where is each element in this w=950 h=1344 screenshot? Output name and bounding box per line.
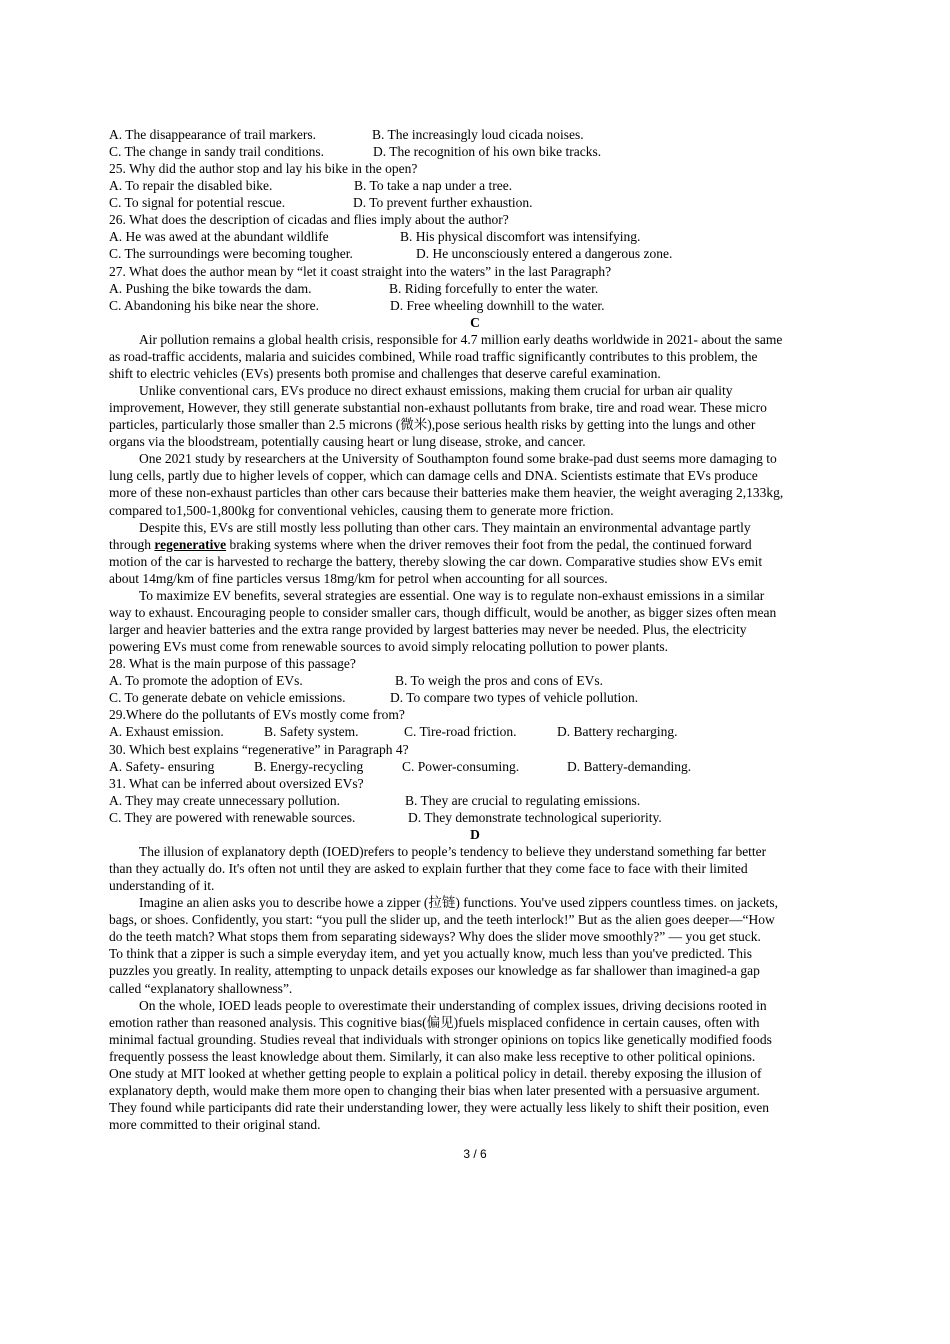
line-text: 25. Why did the author stop and lay his bike in the open?	[109, 161, 418, 177]
line-text: improvement, However, they still generate substantial non-exhaust pollutants from brake, tire and road wear. These micro	[109, 400, 767, 416]
answer-option: C. To signal for potential rescue.	[109, 195, 286, 211]
passage-line	[109, 433, 586, 450]
passage-line	[109, 911, 775, 928]
passage-line	[139, 519, 751, 536]
answer-option: A. Exhaust emission.	[109, 724, 224, 740]
line-text: Despite this, EVs are still mostly less polluting than other cars. They maintain an environmental advantage partly	[139, 519, 751, 535]
answer-option: A. To repair the disabled bike.	[109, 178, 273, 194]
answer-option: A. The disappearance of trail markers.	[109, 127, 317, 142]
passage-line	[109, 945, 752, 962]
passage-line	[139, 997, 767, 1014]
answer-option: B. Energy-recycling	[254, 758, 364, 774]
line-text: called “explanatory shallowness”.	[109, 980, 293, 996]
answer-option: C. Power-consuming.	[402, 758, 520, 774]
line-text: particles, particularly those smaller than 2.5 microns (微米),pose serious health risks by getting into the lungs and other	[109, 417, 756, 433]
answer-option: D. Battery recharging.	[557, 724, 678, 740]
line-text: than they actually do. It's often not until they are asked to explain further that they come face to face with their limited	[109, 861, 748, 876]
text-segment: through	[109, 536, 155, 552]
passage-line	[109, 877, 214, 894]
passage-line	[109, 638, 668, 655]
passage-line	[109, 980, 292, 997]
answer-option: A. Pushing the bike towards the dam.	[109, 280, 312, 296]
underlined-term-regenerative: regenerative	[154, 536, 227, 552]
answer-option: B. The increasingly loud cicada noises.	[372, 127, 584, 142]
text-with-underlined-term	[109, 536, 752, 553]
question-text	[109, 160, 417, 177]
answer-option: C. The surroundings were becoming tougher.	[109, 246, 353, 262]
line-text: On the whole, IOED leads people to overestimate their understanding of complex issues, driving decisions rooted in	[139, 997, 767, 1013]
passage-line	[109, 621, 747, 638]
answer-option: C. Abandoning his bike near the shore.	[109, 297, 319, 313]
passage-line	[139, 450, 777, 467]
question-text	[109, 211, 509, 228]
passage-line	[139, 331, 782, 348]
passage-line	[109, 399, 767, 416]
line-text: One 2021 study by researchers at the University of Southampton found some brake-pad dust seems more damaging to	[139, 451, 777, 467]
answer-option: A. To promote the adoption of EVs.	[109, 673, 303, 689]
line-text: motion of the car is harvested to recharge the battery, thereby slowing the car down. Comparative studies show EVs emit	[109, 553, 763, 569]
line-text: larger and heavier batteries and the extra range provided by largest batteries may never be needed. Plus, the electricity	[109, 622, 747, 638]
line-text: understanding of it.	[109, 878, 215, 894]
line-text: powering EVs must come from renewable sources to avoid simply relocating pollution to power plants.	[109, 639, 669, 655]
line-text: To maximize EV benefits, several strategies are essential. One way is to regulate non-exhaust emissions in a similar	[139, 587, 765, 603]
line-text: Unlike conventional cars, EVs produce no direct exhaust emissions, making them crucial for urban air quality	[139, 383, 733, 399]
line-text: 27. What does the author mean by “let it coast straight into the waters” in the last Paragraph?	[109, 263, 612, 279]
passage-line	[109, 1014, 760, 1031]
line-text: frequently possess the least knowledge about them. Similarly, it can also make less receptive to other political opinions.	[109, 1048, 756, 1064]
answer-option: B. To weigh the pros and cons of EVs.	[395, 673, 604, 689]
line-text: To think that a zipper is such a simple everyday item, and yet you actually know, much less than you've predicted. This	[109, 946, 752, 962]
answer-option: D. To compare two types of vehicle pollution.	[390, 690, 639, 706]
passage-line	[109, 536, 752, 553]
answer-option: B. Riding forcefully to enter the water.	[389, 280, 599, 296]
passage-line	[109, 1031, 772, 1048]
passage-line	[109, 604, 776, 621]
answer-option: D. Free wheeling downhill to the water.	[390, 297, 605, 313]
line-text: more of these non-exhaust particles than other cars because their batteries make them heavier, the weight averaging 2,133kg,	[109, 485, 784, 501]
question-text	[109, 655, 356, 672]
line-text: compared to1,500-1,800kg for conventional vehicles, causing them to generate more friction.	[109, 502, 614, 518]
answer-option: B. Safety system.	[264, 724, 359, 740]
line-text: lung cells, partly due to higher levels of copper, which can damage cells and DNA. Scientists estimate that EVs produce	[109, 468, 758, 484]
answer-option: C. The change in sandy trail conditions.	[109, 144, 324, 160]
line-text: 29.Where do the pollutants of EVs mostly come from?	[109, 707, 405, 723]
answer-option: B. To take a nap under a tree.	[354, 178, 513, 194]
line-text: Imagine an alien asks you to describe howe a zipper (拉链) functions. You've used zippers countless times. on jackets,	[139, 895, 779, 911]
passage-line	[109, 1082, 760, 1099]
answer-option: B. His physical discomfort was intensifying.	[400, 229, 641, 245]
passage-line	[109, 365, 661, 382]
passage-line	[109, 416, 755, 433]
answer-option: D. To prevent further exhaustion.	[353, 195, 533, 211]
question-text	[109, 741, 409, 758]
page-number: 3 / 6	[463, 1147, 487, 1161]
section-heading: C	[470, 314, 480, 330]
question-text	[109, 775, 364, 792]
line-text: about 14mg/km of fine particles versus 18mg/km for petrol when accounting for all sources.	[109, 570, 608, 586]
line-text: bags, or shoes. Confidently, you start: “you pull the slider up, and the teeth interlock!” But as the alien goes deeper—“How	[109, 912, 775, 928]
passage-line	[109, 860, 748, 877]
passage-line	[139, 587, 764, 604]
line-text: 26. What does the description of cicadas and flies imply about the author?	[109, 212, 509, 228]
line-text: The illusion of explanatory depth (IOED)refers to people’s tendency to believe they understand something far better	[139, 843, 767, 859]
passage-line	[109, 962, 760, 979]
section-heading: D	[470, 826, 480, 842]
passage-line	[109, 570, 608, 587]
question-text	[109, 263, 611, 280]
line-text: emotion rather than reasoned analysis. This cognitive bias(偏见)fuels misplaced confidence in certain causes, often with	[109, 1014, 760, 1030]
passage-line	[139, 843, 766, 860]
line-text: do the teeth match? What stops them from separating sideways? Why does the slider move smoothly?” — you get stuck.	[109, 929, 761, 945]
line-text: minimal factual grounding. Studies reveal that individuals with stronger opinions on topics like genetically modified foods	[109, 1031, 772, 1047]
line-text: 28. What is the main purpose of this passage?	[109, 656, 356, 672]
answer-option: D. They demonstrate technological superiority.	[408, 809, 662, 825]
passage-line	[109, 1116, 320, 1133]
answer-option: A. Safety- ensuring	[109, 758, 215, 774]
passage-line	[109, 1099, 769, 1116]
passage-line	[109, 928, 761, 945]
passage-line	[109, 1048, 755, 1065]
line-text: explanatory depth, would make them more open to changing their bias when later presented with a persuasive argument.	[109, 1082, 760, 1098]
answer-option: C. Tire-road friction.	[404, 724, 517, 740]
line-text: Air pollution remains a global health crisis, responsible for 4.7 million early deaths worldwide in 2021- about the same	[139, 331, 783, 347]
line-text: 31. What can be inferred about oversized EVs?	[109, 775, 364, 791]
passage-line	[109, 1065, 761, 1082]
passage-line	[109, 553, 762, 570]
answer-option: C. They are powered with renewable sources.	[109, 809, 356, 825]
line-text: 30. Which best explains “regenerative” in Paragraph 4?	[109, 741, 409, 757]
answer-option: D. Battery-demanding.	[567, 758, 692, 774]
answer-option: D. The recognition of his own bike tracks.	[373, 144, 602, 160]
passage-line	[109, 484, 783, 501]
line-text: more committed to their original stand.	[109, 1117, 321, 1133]
passage-line	[109, 502, 614, 519]
line-text: as road-traffic accidents, malaria and suicides combined, While road traffic significantly contributes to this problem, the	[109, 348, 758, 364]
line-text: They found while participants did rate their understanding lower, they were actually less likely to shift their position, even	[109, 1099, 770, 1115]
line-text: puzzles you greatly. In reality, attempting to unpack details exposes our knowledge as far shallower than imagined-a gap	[109, 963, 760, 979]
answer-option: D. He unconsciously entered a dangerous zone.	[416, 246, 673, 262]
question-text	[109, 706, 405, 723]
answer-option: A. He was awed at the abundant wildlife	[109, 229, 329, 245]
line-text: organs via the bloodstream, potentially causing heart or lung disease, stroke, and cancer.	[109, 434, 586, 450]
answer-option: A. They may create unnecessary pollution.	[109, 792, 341, 808]
passage-line	[139, 382, 732, 399]
passage-line	[109, 467, 758, 484]
passage-line	[109, 348, 758, 365]
passage-line	[139, 894, 778, 911]
answer-option: C. To generate debate on vehicle emissions.	[109, 690, 346, 706]
line-text: way to exhaust. Encouraging people to consider smaller cars, though difficult, would be another, as bigger sizes often mean	[109, 604, 777, 620]
line-text: One study at MIT looked at whether getting people to explain a political policy in detail. thereby exposing the illusion of	[109, 1065, 762, 1081]
text-segment: braking systems where when the driver removes their foot from the pedal, the continued forward	[226, 536, 752, 552]
line-text: shift to electric vehicles (EVs) presents both promise and challenges that deserve careful examination.	[109, 365, 661, 381]
answer-option: B. They are crucial to regulating emissions.	[405, 792, 641, 808]
